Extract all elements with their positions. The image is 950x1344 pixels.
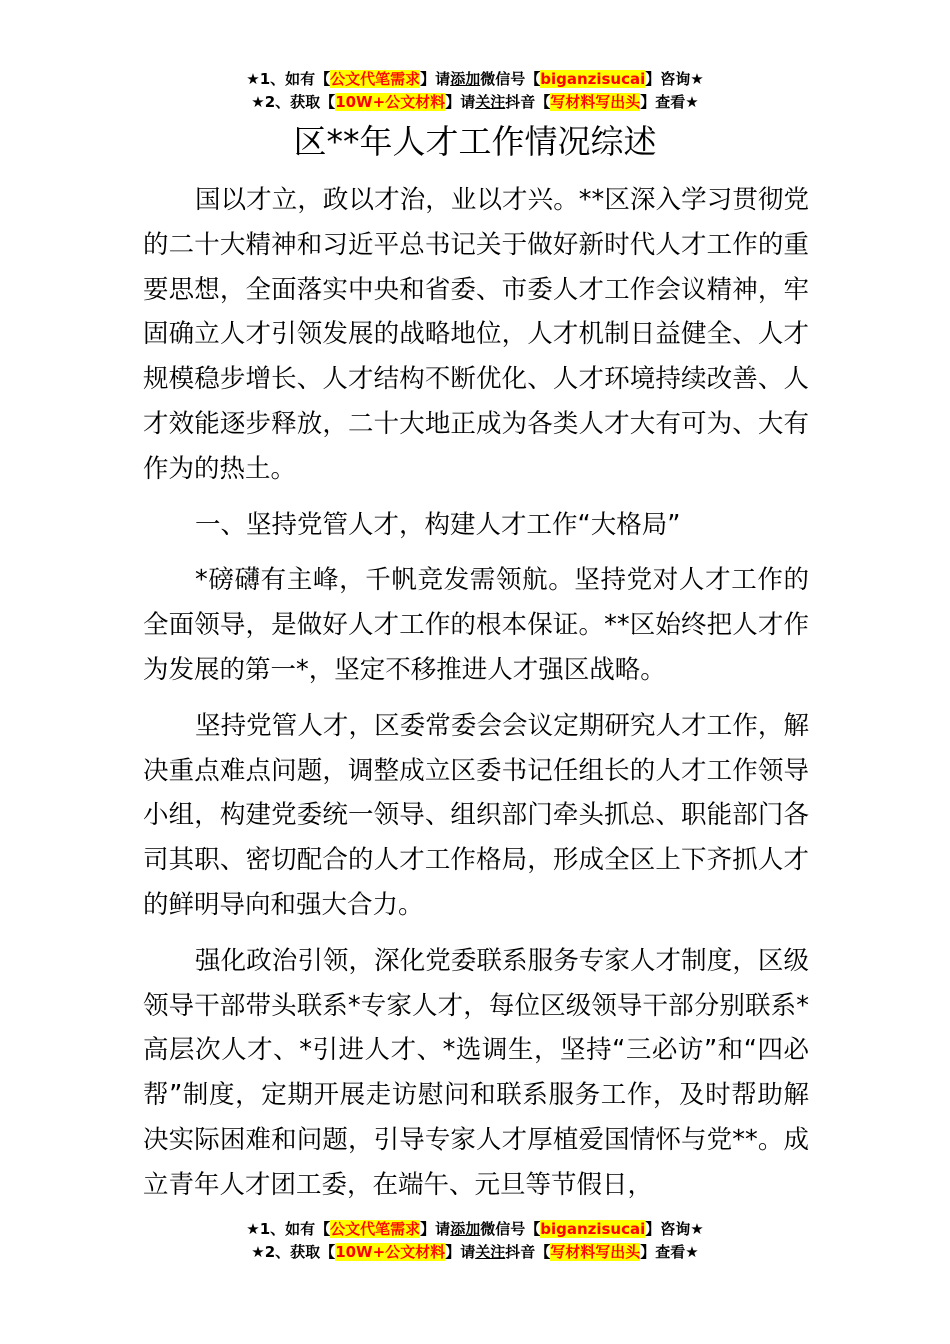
highlight-service: 公文代笔需求 bbox=[330, 70, 421, 88]
highlight-douyin-account: 写材料写出头 bbox=[550, 1243, 641, 1261]
promo-line-1: ★1、如有【公文代笔需求】请添加微信号【biganzisucai】咨询★ bbox=[246, 70, 704, 88]
highlight-materials: 10W+公文材料 bbox=[335, 93, 446, 111]
highlight-service: 公文代笔需求 bbox=[330, 1220, 421, 1238]
highlight-wechat-id: biganzisucai bbox=[540, 1220, 646, 1238]
body-paragraph: *磅礴有主峰，千帆竞发需领航。坚持党对人才工作的全面领导，是做好人才工作的根本保证。**区始终把人才作为发展的第一*，坚定不移推进人才强区战略。 bbox=[143, 565, 809, 685]
promo-line-2: ★2、获取【10W+公文材料】请关注抖音【写材料写出头】查看★ bbox=[251, 1243, 699, 1261]
document-body bbox=[143, 178, 809, 1219]
highlight-douyin-account: 写材料写出头 bbox=[550, 93, 641, 111]
document-title: 区**年人才工作情况综述 bbox=[293, 122, 657, 161]
body-paragraph: 坚持党管人才，区委常委会会议定期研究人才工作，解决重点难点问题，调整成立区委书记任组长的人才工作领导小组，构建党委统一领导、组织部门牵头抓总、职能部门各司其职、密切配合的人才工作格局，形成全区上下齐抓人才的鲜明导向和强大合力。 bbox=[143, 710, 809, 920]
promo-line-1: ★1、如有【公文代笔需求】请添加微信号【biganzisucai】咨询★ bbox=[246, 1220, 704, 1238]
promo-banner-top bbox=[0, 68, 950, 114]
intro-paragraph: 国以才立，政以才治，业以才兴。**区深入学习贯彻党的二十大精神和习近平总书记关于做好新时代人才工作的重要思想，全面落实中央和省委、市委人才工作会议精神，牢固确立人才引领发展的战略地位，人才机制日益健全、人才规模稳步增长、人才结构不断优化、人才环境持续改善、人才效能逐步释放，二十大地正成为各类人才大有可为、大有作为的热土。 bbox=[143, 185, 809, 484]
promo-banner-bottom bbox=[0, 1218, 950, 1264]
promo-line-2: ★2、获取【10W+公文材料】请关注抖音【写材料写出头】查看★ bbox=[251, 93, 699, 111]
section-heading-1: 一、坚持党管人才，构建人才工作“大格局” bbox=[195, 509, 681, 540]
body-paragraph: 强化政治引领，深化党委联系服务专家人才制度，区级领导干部带头联系*专家人才，每位区级领导干部分别联系*高层次人才、*引进人才、*选调生，坚持“三必访”和“四必帮”制度，定期开展走访慰问和联系服务工作，及时帮助解决实际困难和问题，引导专家人才厚植爱国情怀与党**。成立青年人才团工委，在端午、元旦等节假日， bbox=[143, 945, 809, 1200]
highlight-wechat-id: biganzisucai bbox=[540, 70, 646, 88]
highlight-materials: 10W+公文材料 bbox=[335, 1243, 446, 1261]
